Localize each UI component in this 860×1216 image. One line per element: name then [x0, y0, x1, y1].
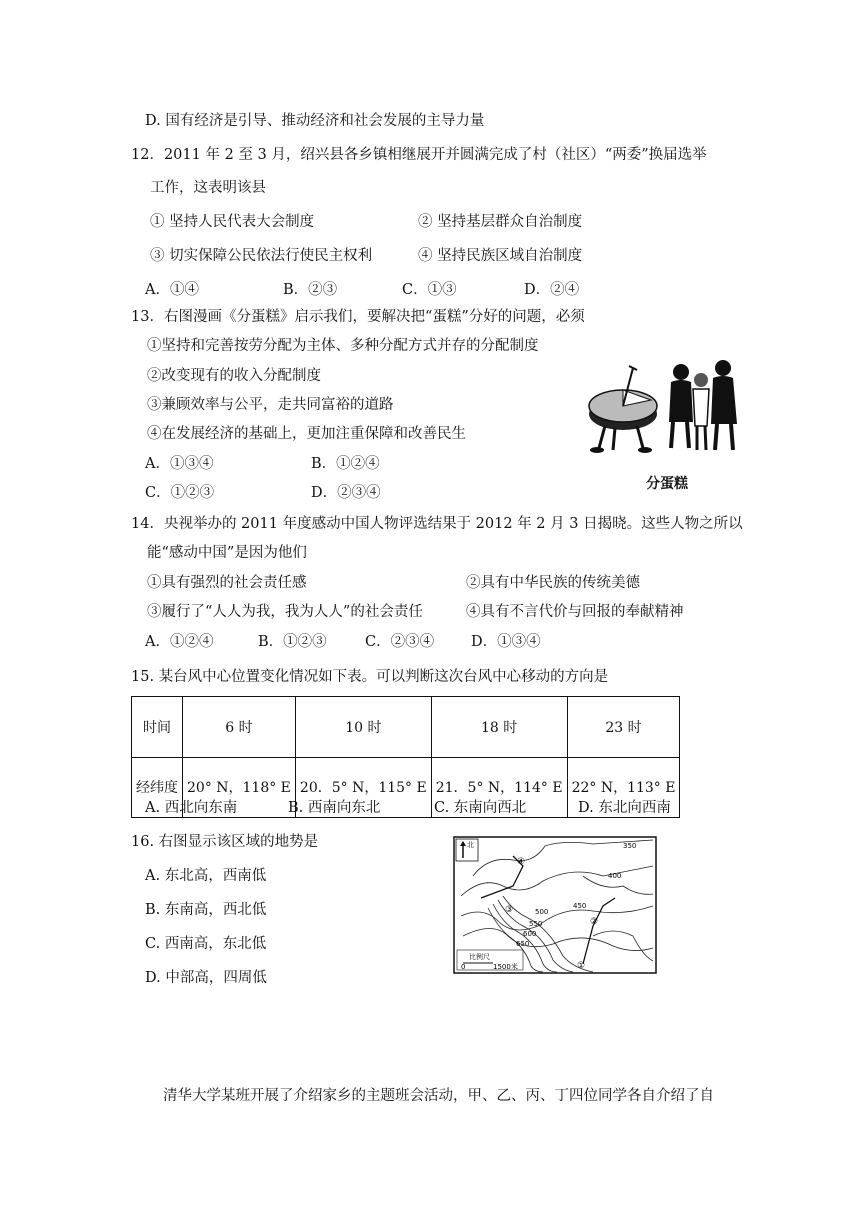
- table-cell: 20．5° N，115° E: [295, 757, 431, 818]
- q16-option-b: B. 东南高，西北低: [145, 902, 267, 918]
- q12-item-4: ④ 坚持民族区域自治制度: [418, 248, 583, 264]
- q13-item-2: ②改变现有的收入分配制度: [147, 368, 321, 384]
- next-passage: 清华大学某班开展了介绍家乡的主题班会活动，甲、乙、丙、丁四位同学各自介绍了自: [163, 1088, 714, 1104]
- q12-item-1: ① 坚持人民代表大会制度: [150, 214, 315, 230]
- contour-label: 400: [608, 872, 622, 880]
- q13-option-a: A．①③④: [145, 456, 214, 472]
- q16-stem: 16. 右图显示该区域的地势是: [131, 834, 319, 850]
- q12-item-2: ② 坚持基层群众自治制度: [418, 214, 583, 230]
- q14-stem-line2: 能“感动中国”是因为他们: [147, 545, 307, 561]
- table-cell: 时间: [132, 697, 183, 758]
- q12-stem-line1: 12．2011 年 2 至 3 月，绍兴县各乡镇相继展开并圆满完成了村（社区）“两委”换届选举: [131, 147, 707, 163]
- q13-option-d: D．②③④: [311, 485, 381, 501]
- q15-option-c: C. 东南向西北: [434, 800, 527, 816]
- q14-option-a: A．①②④: [145, 634, 214, 650]
- map-point-label: ④: [517, 857, 526, 867]
- q14-item-2: ②具有中华民族的传统美德: [466, 575, 640, 591]
- q15-stem: 15. 某台风中心位置变化情况如下表。可以判断这次台风中心移动的方向是: [131, 669, 609, 685]
- q15-option-b: B. 西南向东北: [288, 800, 381, 816]
- table-cell: 21．5° N，114° E: [431, 757, 567, 818]
- contour-label: 450: [573, 902, 587, 910]
- north-label: 北: [467, 841, 474, 849]
- map-point-label: ①: [577, 961, 586, 971]
- contour-map: [453, 836, 657, 974]
- q12-option-d: D．②④: [524, 282, 580, 298]
- table-cell: 经纬度: [132, 757, 183, 818]
- table-row: [132, 697, 680, 758]
- q12-option-c: C．①③: [402, 282, 457, 298]
- table-cell: 18 时: [431, 697, 567, 758]
- table-cell: 22° N，113° E: [567, 757, 680, 818]
- q13-item-4: ④在发展经济的基础上，更加注重保障和改善民生: [147, 426, 466, 442]
- q16-option-c: C. 西南高，东北低: [145, 936, 267, 952]
- q13-option-b: B．①②④: [311, 456, 380, 472]
- q13-option-c: C．①②③: [145, 485, 215, 501]
- q12-option-b: B．②③: [283, 282, 338, 298]
- scale-zero: 0: [461, 963, 466, 971]
- cartoon-caption: 分蛋糕: [646, 476, 688, 492]
- q15-option-d: D. 东北向西南: [578, 800, 671, 816]
- q14-stem-line1: 14．央视举办的 2011 年度感动中国人物评选结果于 2012 年 2 月 3 日揭晓。这些人物之所以: [131, 516, 743, 532]
- contour-label: 600: [523, 930, 537, 938]
- q14-option-c: C．②③④: [365, 634, 435, 650]
- q16-option-d: D. 中部高，四周低: [145, 970, 267, 986]
- q14-item-4: ④具有不言代价与回报的奉献精神: [466, 604, 684, 620]
- scale-value: 1500米: [493, 963, 518, 971]
- q15-option-a: A. 西北向东南: [145, 800, 238, 816]
- contour-label: 500: [535, 908, 549, 916]
- map-point-label: ②: [590, 917, 599, 927]
- q14-option-d: D．①③④: [471, 634, 541, 650]
- table-cell: 20° N，118° E: [183, 757, 296, 818]
- table-cell: 10 时: [295, 697, 431, 758]
- map-point-label: ③: [505, 905, 514, 915]
- q12-stem-line2: 工作，这表明该县: [150, 180, 266, 196]
- q12-option-a: A．①④: [145, 282, 199, 298]
- q13-item-1: ①坚持和完善按劳分配为主体、多种分配方式并存的分配制度: [147, 338, 539, 354]
- q14-item-1: ①具有强烈的社会责任感: [147, 575, 307, 591]
- q13-item-3: ③兼顾效率与公平，走共同富裕的道路: [147, 397, 394, 413]
- q11-option-d: D. 国有经济是引导、推动经济和社会发展的主导力量: [145, 113, 485, 129]
- q14-item-3: ③履行了“人人为我，我为人人”的社会责任: [147, 604, 423, 620]
- scale-label: 比例尺: [469, 953, 490, 961]
- contour-label: 350: [623, 842, 637, 850]
- table-cell: 23 时: [567, 697, 680, 758]
- q13-stem: 13．右图漫画《分蛋糕》启示我们，要解决把“蛋糕”分好的问题，必须: [131, 309, 585, 325]
- contour-label: 650: [516, 940, 530, 948]
- contour-label: 550: [529, 920, 543, 928]
- table-cell: 6 时: [183, 697, 296, 758]
- cake-cartoon-image: [585, 356, 743, 456]
- q12-item-3: ③ 切实保障公民依法行使民主权利: [150, 248, 373, 264]
- q16-option-a: A. 东北高，西南低: [145, 868, 267, 884]
- q14-option-b: B．①②③: [258, 634, 327, 650]
